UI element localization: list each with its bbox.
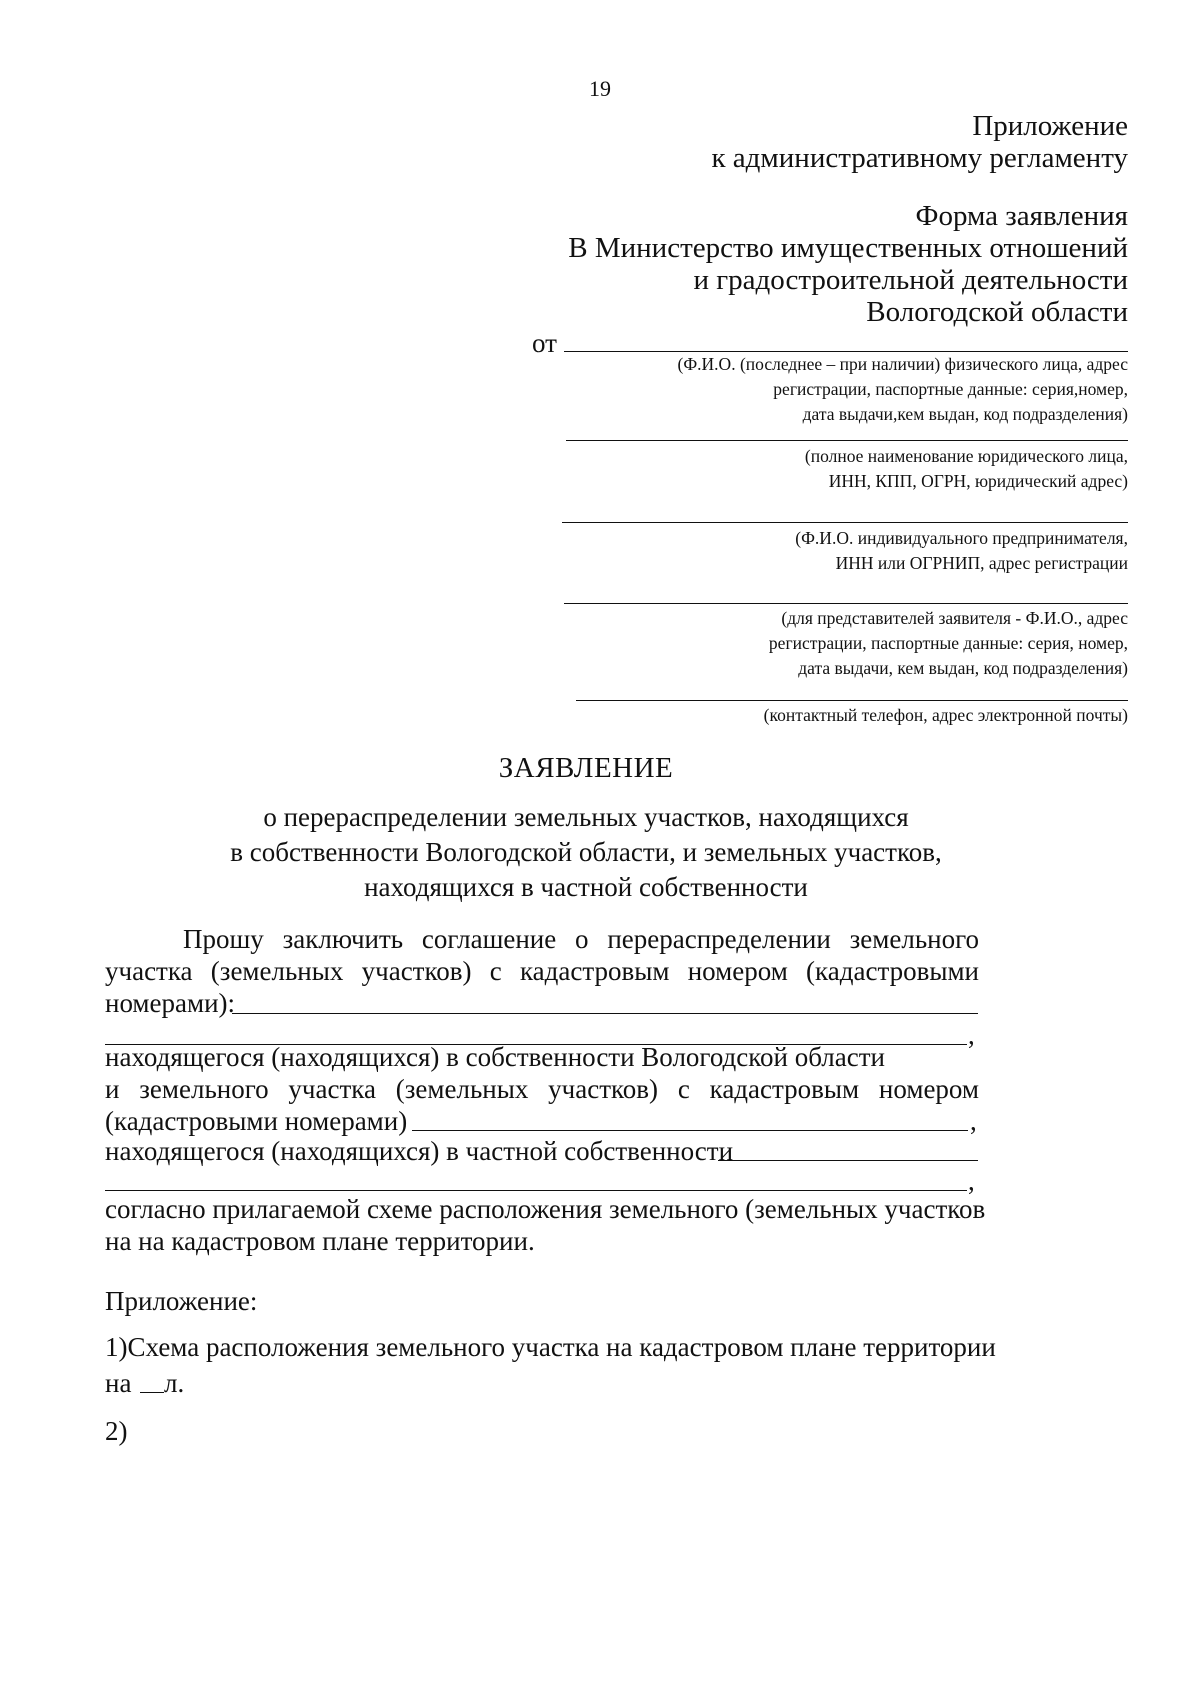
attachment-item-1: 1)Схема расположения земельного участка на кадастровом плане территории [105, 1332, 996, 1362]
note-contacts: (контактный телефон, адрес электронной почты) [763, 705, 1128, 725]
contacts-line[interactable] [576, 700, 1128, 701]
body-line-3: номерами): [105, 988, 236, 1018]
cadastral-numbers-field-1[interactable] [232, 1013, 978, 1014]
note-legal-entity: (полное наименование юридического лица, ИНН, КПП, ОГРН, юридический адрес) [804, 446, 1128, 491]
private-ownership-field-2[interactable] [105, 1190, 967, 1191]
body-line-6: (кадастровыми номерами) [105, 1106, 408, 1136]
note-individual: (Ф.И.О. (последнее – при наличии) физического лица, адрес регистрации, паспортные данные: серия,номер, дата выдачи,кем выдан, код подразделения) [677, 354, 1128, 424]
appendix-title: Приложение [972, 110, 1128, 142]
body-line-2: участка (земельных участков) с кадастровым номером (кадастровыми [105, 956, 979, 986]
form-label: Форма заявления [915, 200, 1128, 232]
private-cadastral-field[interactable] [412, 1130, 968, 1131]
attachment-item-1-suffix: л. [164, 1368, 185, 1398]
note-representative: (для представителей заявителя - Ф.И.О., адрес регистрации, паспортные данные: серия, номер, дата выдачи, кем выдан, код подразделения) [768, 608, 1128, 678]
sheet-count-field[interactable] [140, 1392, 164, 1393]
from-label: от [532, 328, 557, 358]
appendix-subtitle: к административному регламенту [711, 142, 1128, 174]
private-ownership-field-1[interactable] [718, 1160, 978, 1161]
attachment-item-2: 2) [105, 1416, 128, 1446]
addressee-line-2: и градостроительной деятельности [693, 264, 1128, 296]
body-line-1: Прошу заключить соглашение о перераспределении земельного [183, 924, 979, 954]
representative-line[interactable] [564, 603, 1128, 604]
attachment-item-1-prefix: на [105, 1368, 132, 1398]
attachments-label: Приложение: [105, 1286, 258, 1316]
legal-entity-line[interactable] [566, 440, 1128, 441]
body-line-9: на на кадастровом плане территории. [105, 1226, 535, 1256]
body-line-5: и земельного участка (земельных участков) с кадастровым номером [105, 1074, 979, 1104]
addressee-line-3: Вологодской области [866, 296, 1128, 328]
comma-1: , [968, 1020, 975, 1050]
statement-title: ЗАЯВЛЕНИЕ [498, 752, 674, 784]
body-line-8: согласно прилагаемой схеме расположения земельного (земельных участков [105, 1194, 986, 1224]
note-entrepreneur: (Ф.И.О. индивидуального предпринимателя, ИНН или ОГРНИП, адрес регистрации [795, 528, 1128, 573]
body-line-7: находящегося (находящихся) в частной собственности [105, 1136, 734, 1166]
entrepreneur-line[interactable] [562, 522, 1128, 523]
body-line-4: находящегося (находящихся) в собственности Вологодской области [105, 1042, 885, 1072]
page-number: 19 [589, 76, 611, 101]
comma-2: , [970, 1106, 977, 1136]
statement-subtitle: о перераспределении земельных участков, находящихся в собственности Вологодской области, и земельных участков, находящихся в частной собственности [230, 802, 942, 902]
addressee-line-1: В Министерство имущественных отношений [568, 232, 1128, 264]
comma-3: , [968, 1166, 975, 1196]
